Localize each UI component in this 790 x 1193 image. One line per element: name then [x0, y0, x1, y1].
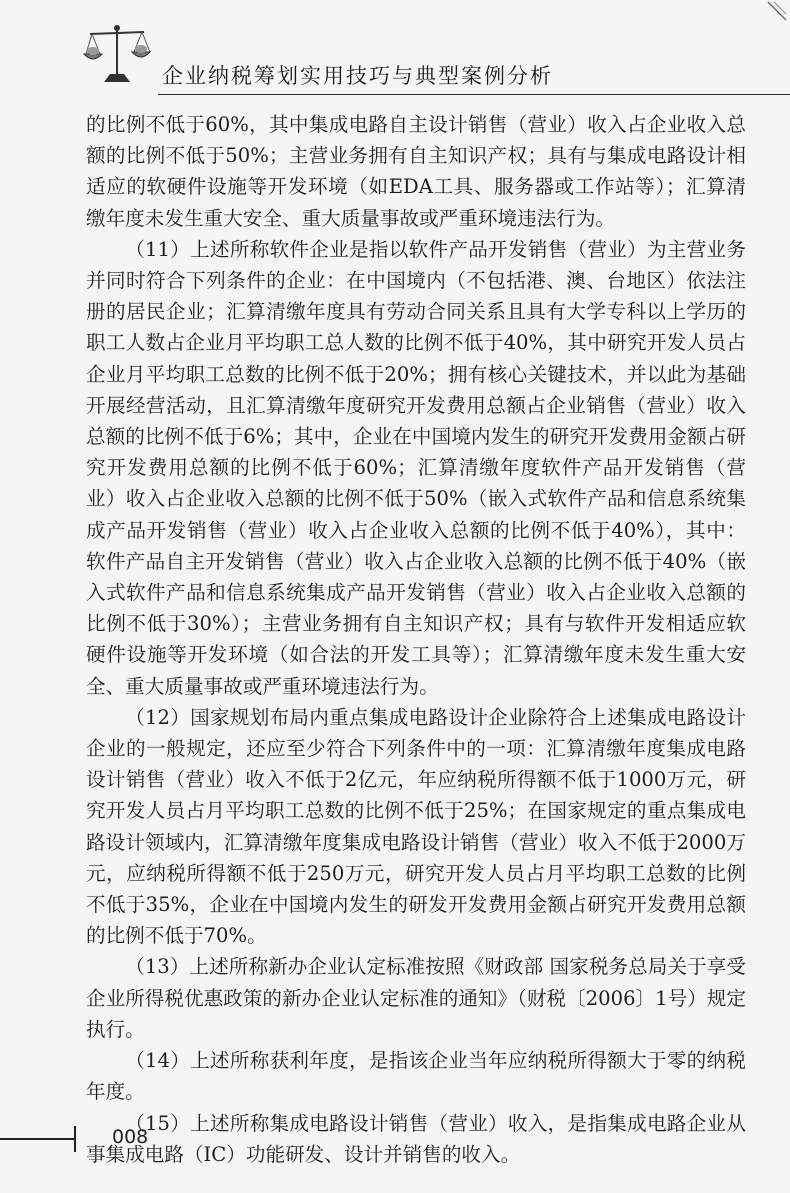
header-divider: [158, 94, 790, 95]
running-title: 企业纳税筹划实用技巧与典型案例分析: [162, 64, 553, 88]
body-text: [86, 109, 746, 1170]
balance-scale-logo-icon: [82, 18, 152, 88]
page-number: 008: [112, 1126, 149, 1148]
page-header: [82, 18, 790, 90]
paragraph-item-12: （12）国家规划布局内重点集成电路设计企业除符合上述集成电路设计企业的一般规定，还应至少符合下列条件中的一项：汇算清缴年度集成电路设计销售（营业）收入不低于2亿元，年应纳税所得额不低于1000万元，研究开发人员占月平均职工总数的比例不低于25%；在国家规定的重点集成电路设计领域内，汇算清缴年度集成电路设计销售（营业）收入不低于2000万元，应纳税所得额不低于250万元，研究开发人员占月平均职工总数的比例不低于35%，企业在中国境内发生的研发开发费用金额占研究开发费用总额的比例不低于70%。: [86, 705, 746, 948]
footer-tick: [74, 1126, 76, 1152]
footer-rule: [0, 1138, 76, 1140]
paragraph-item-11: （11）上述所称软件企业是指以软件产品开发销售（营业）为主营业务并同时符合下列条件的企业：在中国境内（不包括港、澳、台地区）依法注册的居民企业；汇算清缴年度具有劳动合同关系且具有大学专科以上学历的职工人数占企业月平均职工总人数的比例不低于40%，其中研究开发人员占企业月平均职工总数的比例不低于20%；拥有核心关键技术，并以此为基础开展经营活动，且汇算清缴年度研究开发费用总额占企业销售（营业）收入总额的比例不低于6%；其中，企业在中国境内发生的研究开发费用金额占研究开发费用总额的比例不低于60%；汇算清缴年度软件产品开发销售（营业）收入占企业收入总额的比例不低于50%（嵌入式软件产品和信息系统集成产品开发销售（营业）收入占企业收入总额的比例不低于40%），其中：软件产品自主开发销售（营业）收入占企业收入总额的比例不低于40%（嵌入式软件产品和信息系统集成产品开发销售（营业）收入占企业收入总额的比例不低于30%）；主营业务拥有自主知识产权；具有与软件开发相适应软硬件设施等开发环境（如合法的开发工具等）；汇算清缴年度未发生重大安全、重大质量事故或严重环境违法行为。: [86, 237, 746, 698]
paragraph-item-14: （14）上述所称获利年度，是指该企业当年应纳税所得额大于零的纳税年度。: [86, 1049, 746, 1104]
paragraph-item-13: （13）上述所称新办企业认定标准按照《财政部 国家税务总局关于享受企业所得税优惠政策的新办企业认定标准的通知》（财税〔2006〕1号）规定执行。: [86, 955, 746, 1041]
page-footer: [0, 1118, 200, 1158]
corner-fold-mark: [766, 0, 788, 26]
paragraph-item-15: （15）上述所称集成电路设计销售（营业）收入，是指集成电路企业从事集成电路（IC）功能研发、设计并销售的收入。: [86, 1111, 746, 1166]
paragraph-continued: 的比例不低于60%，其中集成电路自主设计销售（营业）收入占企业收入总额的比例不低于50%；主营业务拥有自主知识产权；具有与集成电路设计相适应的软硬件设施等开发环境（如EDA工具、服务器或工作站等）；汇算清缴年度未发生重大安全、重大质量事故或严重环境违法行为。: [86, 113, 746, 230]
